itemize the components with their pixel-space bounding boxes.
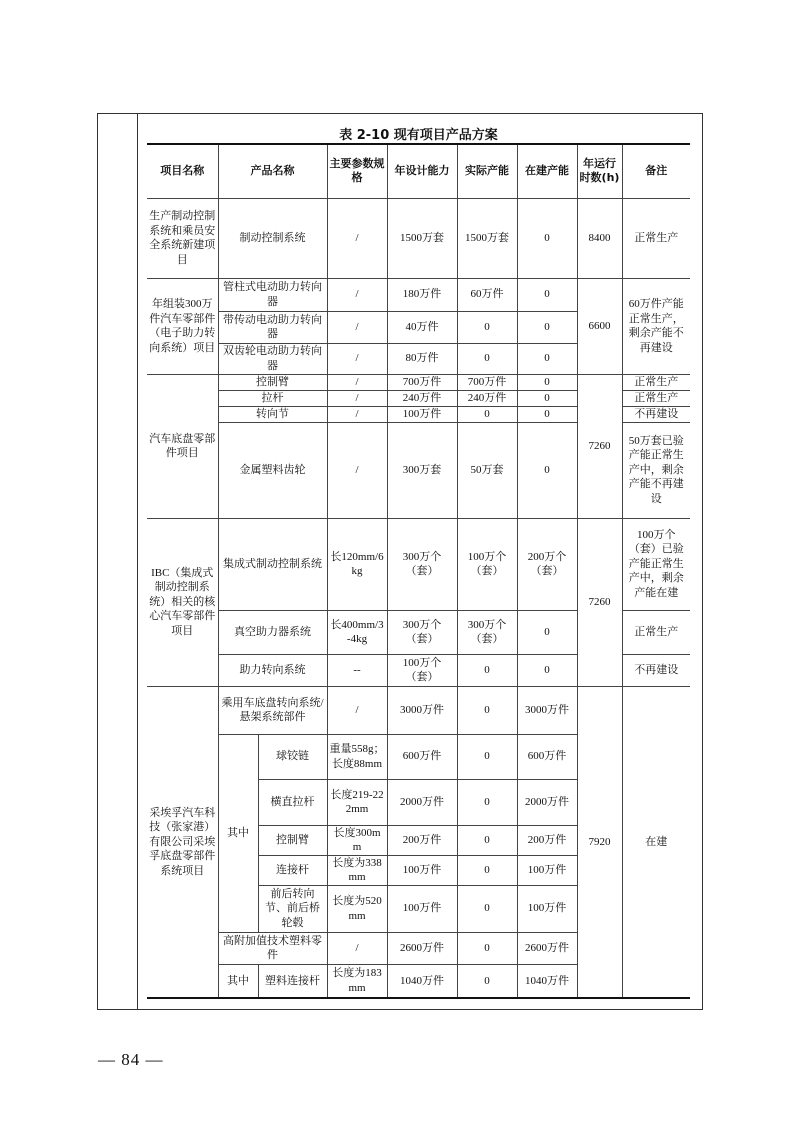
table-row: [147, 278, 690, 311]
table-cell: 8400: [577, 198, 622, 278]
column-header: 产品名称: [218, 144, 327, 198]
table-cell: 2000万件: [517, 779, 577, 825]
table-cell: 0: [457, 654, 517, 686]
product-table: [147, 143, 690, 999]
table-cell: 1500万套: [387, 198, 457, 278]
table-cell: 其中: [218, 964, 258, 998]
table-cell: 2600万件: [387, 932, 457, 964]
table-cell: 正常生产: [622, 198, 690, 278]
table-cell: 700万件: [457, 374, 517, 390]
table-cell: 100万个（套）已验产能正常生产中，剩余产能在建: [622, 518, 690, 610]
table-cell: 连接杆: [258, 855, 327, 885]
table-cell: 300万套: [387, 422, 457, 518]
table-cell: 高附加值技术塑料零件: [218, 932, 327, 964]
table-cell: 0: [517, 198, 577, 278]
table-cell: 0: [517, 406, 577, 422]
table-cell: 240万件: [387, 390, 457, 406]
table-cell: 50万套已验产能正常生产中，剩余产能不再建设: [622, 422, 690, 518]
table-cell: 300万个（套）: [387, 518, 457, 610]
table-cell: 0: [517, 654, 577, 686]
table-cell: 制动控制系统: [218, 198, 327, 278]
column-header: 项目名称: [147, 144, 218, 198]
table-cell: 0: [457, 885, 517, 932]
table-cell: /: [327, 422, 387, 518]
column-header: 主要参数规格: [327, 144, 387, 198]
table-cell: 0: [457, 343, 517, 374]
table-cell: 100万个（套）: [387, 654, 457, 686]
table-row: [147, 198, 690, 278]
table-cell: 正常生产: [622, 374, 690, 390]
table-cell: 200万个（套）: [517, 518, 577, 610]
table-cell: /: [327, 343, 387, 374]
table-cell: /: [327, 932, 387, 964]
table-row: [147, 374, 690, 390]
table-cell: 0: [457, 686, 517, 734]
table-cell: 0: [457, 406, 517, 422]
table-cell: 其中: [218, 734, 258, 932]
table-cell: 100万件: [387, 855, 457, 885]
table-cell: 3000万件: [387, 686, 457, 734]
table-cell: 在建: [622, 686, 690, 998]
table-cell: 长120mm/6kg: [327, 518, 387, 610]
table-cell: /: [327, 406, 387, 422]
table-cell: /: [327, 390, 387, 406]
column-header: 实际产能: [457, 144, 517, 198]
column-header: 在建产能: [517, 144, 577, 198]
table-cell: 100万件: [517, 885, 577, 932]
table-cell: 0: [517, 343, 577, 374]
table-cell: 长度为520mm: [327, 885, 387, 932]
table-cell: /: [327, 311, 387, 343]
table-cell: 0: [517, 311, 577, 343]
table-cell: 700万件: [387, 374, 457, 390]
table-cell: 300万个（套）: [387, 610, 457, 654]
table-cell: 2000万件: [387, 779, 457, 825]
table-cell: 集成式制动控制系统: [218, 518, 327, 610]
header-row: [147, 144, 690, 198]
table-cell: --: [327, 654, 387, 686]
table-cell: 塑料连接杆: [258, 964, 327, 998]
table-cell: 带传动电动助力转向器: [218, 311, 327, 343]
table-cell: 0: [517, 374, 577, 390]
table-cell: 7920: [577, 686, 622, 998]
table-cell: 0: [457, 734, 517, 779]
table-cell: 6600: [577, 278, 622, 374]
table-cell: 300万个（套）: [457, 610, 517, 654]
frame-divider: [137, 113, 138, 1010]
table-cell: 长度219-222mm: [327, 779, 387, 825]
table-cell: 控制臂: [218, 374, 327, 390]
table-cell: 40万件: [387, 311, 457, 343]
table-cell: 1040万件: [387, 964, 457, 998]
table-cell: 正常生产: [622, 610, 690, 654]
table-cell: 80万件: [387, 343, 457, 374]
table-cell: 1040万件: [517, 964, 577, 998]
table-cell: IBC（集成式制动控制系统）相关的核心汽车零部件项目: [147, 518, 218, 686]
table-cell: 7260: [577, 518, 622, 686]
table-cell: 600万件: [387, 734, 457, 779]
table-cell: 长400mm/3-4kg: [327, 610, 387, 654]
table-cell: 60万件产能正常生产，剩余产能不再建设: [622, 278, 690, 374]
table-row: [147, 518, 690, 610]
table-cell: 200万件: [517, 825, 577, 855]
table-cell: /: [327, 374, 387, 390]
table-cell: 600万件: [517, 734, 577, 779]
table-cell: 前后转向节、前后桥轮毂: [258, 885, 327, 932]
table-cell: 正常生产: [622, 390, 690, 406]
table-cell: /: [327, 278, 387, 311]
table-cell: 0: [517, 422, 577, 518]
table-row: [147, 686, 690, 734]
table-cell: 长度为183mm: [327, 964, 387, 998]
table-cell: 年组装300万件汽车零部件（电子助力转向系统）项目: [147, 278, 218, 374]
table-cell: 0: [517, 278, 577, 311]
table-cell: 汽车底盘零部件项目: [147, 374, 218, 518]
table-cell: 生产制动控制系统和乘员安全系统新建项目: [147, 198, 218, 278]
table-cell: 100万件: [387, 406, 457, 422]
table-cell: 长度为338mm: [327, 855, 387, 885]
table-cell: 3000万件: [517, 686, 577, 734]
table-cell: 0: [457, 932, 517, 964]
table-cell: 1500万套: [457, 198, 517, 278]
table-cell: 拉杆: [218, 390, 327, 406]
column-header: 备注: [622, 144, 690, 198]
table-cell: 0: [457, 779, 517, 825]
table-cell: 0: [457, 825, 517, 855]
table-cell: 0: [517, 390, 577, 406]
table-cell: 助力转向系统: [218, 654, 327, 686]
table-cell: 不再建设: [622, 406, 690, 422]
column-header: 年运行时数(h): [577, 144, 622, 198]
table-cell: 采埃孚汽车科技（张家港）有限公司采埃孚底盘零部件系统项目: [147, 686, 218, 998]
table-cell: 真空助力器系统: [218, 610, 327, 654]
table-cell: 0: [457, 964, 517, 998]
table-cell: 金属塑料齿轮: [218, 422, 327, 518]
table-cell: 200万件: [387, 825, 457, 855]
table-cell: 180万件: [387, 278, 457, 311]
table-cell: 60万件: [457, 278, 517, 311]
table-cell: /: [327, 686, 387, 734]
table-title: 表 2-10 现有项目产品方案: [339, 128, 498, 143]
table-cell: 100万件: [387, 885, 457, 932]
table-cell: 0: [457, 311, 517, 343]
page-number: — 84 —: [98, 1050, 164, 1069]
table-cell: 0: [457, 855, 517, 885]
table-cell: 50万套: [457, 422, 517, 518]
table-cell: 管柱式电动助力转向器: [218, 278, 327, 311]
table-cell: 长度300mm: [327, 825, 387, 855]
table-cell: 100万件: [517, 855, 577, 885]
table-cell: 7260: [577, 374, 622, 518]
table-cell: 控制臂: [258, 825, 327, 855]
table-cell: 2600万件: [517, 932, 577, 964]
column-header: 年设计能力: [387, 144, 457, 198]
table-cell: 球铰链: [258, 734, 327, 779]
table-cell: /: [327, 198, 387, 278]
table-cell: 100万个（套）: [457, 518, 517, 610]
table-cell: 双齿轮电动助力转向器: [218, 343, 327, 374]
table-cell: 转向节: [218, 406, 327, 422]
table-cell: 不再建设: [622, 654, 690, 686]
table-cell: 重量558g；长度88mm: [327, 734, 387, 779]
table-cell: 240万件: [457, 390, 517, 406]
table-cell: 乘用车底盘转向系统/悬架系统部件: [218, 686, 327, 734]
table-cell: 0: [517, 610, 577, 654]
table-cell: 横直拉杆: [258, 779, 327, 825]
